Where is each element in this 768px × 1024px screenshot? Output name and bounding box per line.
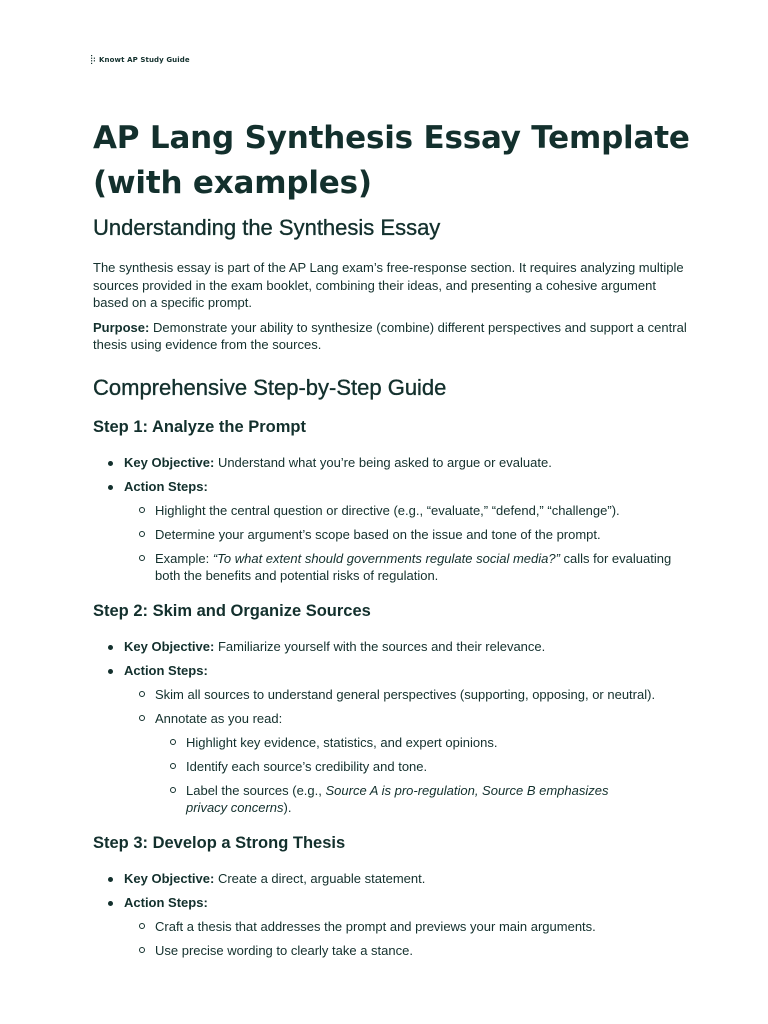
action-steps-label: Action Steps: [124,478,208,494]
list-item [124,918,693,936]
purpose-text: Demonstrate your ability to synthesize (combine) different perspectives and support a central thesis using evidence from the sources. [93,319,687,352]
list-item-text: Craft a thesis that addresses the prompt and previews your main arguments. [155,918,693,936]
label-example: Source A is pro-regulation, Source B emphasizes privacy concerns [186,782,609,815]
label-suffix: ). [283,800,292,815]
list-item [155,734,693,752]
list-item-text: Determine your argument’s scope based on the issue and tone of the prompt. [155,526,693,544]
list-item [124,686,693,704]
purpose-paragraph [93,319,693,354]
purpose-label: Purpose: [93,319,150,335]
step-3-list [93,870,693,960]
step-2-list [93,638,693,817]
example-prompt: “To what extent should governments regulate social media?” [212,550,560,566]
knowt-logo-icon [91,55,96,64]
section-heading-understanding: Understanding the Synthesis Essay [93,215,441,240]
key-objective-label: Key Objective: [124,870,215,886]
key-objective-label: Key Objective: [124,638,215,654]
list-item [93,638,693,656]
list-item-text: Highlight the central question or directive (e.g., “evaluate,” “defend,” “challenge”). [155,502,693,520]
key-objective-text: Create a direct, arguable statement. [214,870,426,886]
key-objective-text: Familiarize yourself with the sources and their relevance. [214,638,546,654]
list-item-text: Identify each source’s credibility and tone. [186,758,693,776]
list-item-text: Skim all sources to understand general perspectives (supporting, opposing, or neutral). [155,686,693,704]
list-item [155,758,693,776]
list-item [93,870,693,888]
step-3-heading: Step 3: Develop a Strong Thesis [93,833,346,852]
main-content [93,116,693,959]
annotate-sub-list [155,734,693,817]
list-item [93,454,693,472]
list-item [124,710,693,817]
brand-header [91,55,190,64]
list-item-text: Highlight key evidence, statistics, and expert opinions. [186,734,693,752]
step-1-action-list [124,502,693,585]
list-item [124,942,693,960]
list-item [124,526,693,544]
section-heading-guide: Comprehensive Step-by-Step Guide [93,374,447,400]
list-item-text: Use precise wording to clearly take a stance. [155,942,693,960]
example-prefix: Example: [155,550,213,566]
list-item [93,662,693,817]
intro-paragraph: The synthesis essay is part of the AP Lang exam’s free-response section. It requires analyzing multiple sources provided in the exam booklet, combining their ideas, and presenting a cohesive argument based on a specific prompt. [93,260,684,310]
list-item [93,894,693,960]
list-item [155,782,693,817]
action-steps-label: Action Steps: [124,662,208,678]
step-1-list [93,454,693,585]
list-item-text: Annotate as you read: [155,710,693,728]
list-item [124,502,693,520]
brand-label: Knowt AP Study Guide [99,55,190,64]
example-suffix: calls for evaluating both the benefits and potential risks of regulation. [155,550,672,583]
key-objective-label: Key Objective: [124,454,215,470]
action-steps-label: Action Steps: [124,894,208,910]
key-objective-text: Understand what you’re being asked to argue or evaluate. [214,454,552,470]
step-2-action-list [124,686,693,817]
list-item [124,550,693,585]
label-prefix: Label the sources (e.g., [186,782,326,798]
list-item [93,478,693,585]
step-2-heading: Step 2: Skim and Organize Sources [93,601,371,620]
step-3-action-list [124,918,693,960]
page-title: AP Lang Synthesis Essay Template (with examples) [93,120,690,201]
step-1-heading: Step 1: Analyze the Prompt [93,417,307,436]
